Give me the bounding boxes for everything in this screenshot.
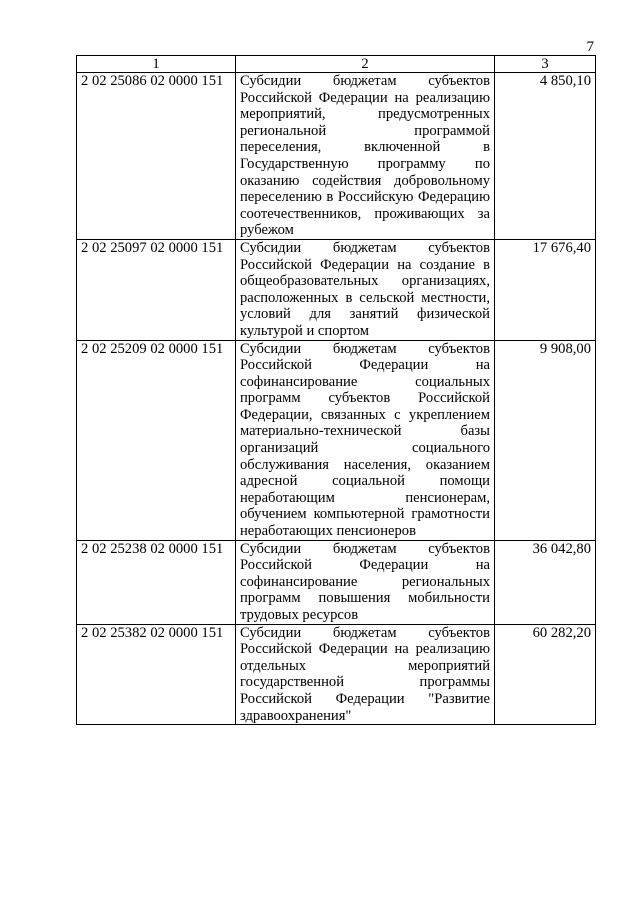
row-code: 2 02 25382 02 0000 151 bbox=[77, 624, 236, 725]
row-amount: 36 042,80 bbox=[495, 540, 596, 624]
row-code: 2 02 25086 02 0000 151 bbox=[77, 73, 236, 240]
row-code: 2 02 25209 02 0000 151 bbox=[77, 340, 236, 540]
column-header-code: 1 bbox=[77, 56, 236, 73]
row-amount: 17 676,40 bbox=[495, 239, 596, 340]
row-name: Субсидии бюджетам субъектов Российской Федерации на софинансирование социальных программ субъектов Российской Федерации, связанных с укреплением материально-технической базы организаций социального обслуживания населения, оказанием адресной социальной помощи неработающим пенсионерам, обучением компьютерной грамотности неработающих пенсионеров bbox=[236, 340, 495, 540]
row-name: Субсидии бюджетам субъектов Российской Федерации на создание в общеобразовательных организациях, расположенных в сельской местности, условий для занятий физической культурой и спортом bbox=[236, 239, 495, 340]
table-header-row bbox=[77, 56, 596, 73]
table-row bbox=[77, 239, 596, 340]
table-row bbox=[77, 73, 596, 240]
row-name: Субсидии бюджетам субъектов Российской Федерации на реализацию мероприятий, предусмотренных региональной программой переселения, включенной в Государственную программу по оказанию содействия добровольному переселению в Российскую Федерацию соотечественников, проживающих за рубежом bbox=[236, 73, 495, 240]
row-name: Субсидии бюджетам субъектов Российской Федерации на реализацию отдельных мероприятий государственной программы Российской Федерации "Развитие здравоохранения" bbox=[236, 624, 495, 725]
column-header-name: 2 bbox=[236, 56, 495, 73]
row-code: 2 02 25097 02 0000 151 bbox=[77, 239, 236, 340]
table-row bbox=[77, 340, 596, 540]
row-code: 2 02 25238 02 0000 151 bbox=[77, 540, 236, 624]
page-number: 7 bbox=[586, 39, 594, 55]
column-header-amount: 3 bbox=[495, 56, 596, 73]
table-row bbox=[77, 540, 596, 624]
table-row bbox=[77, 624, 596, 725]
budget-table bbox=[76, 55, 596, 725]
row-name: Субсидии бюджетам субъектов Российской Федерации на софинансирование региональных программ повышения мобильности трудовых ресурсов bbox=[236, 540, 495, 624]
row-amount: 9 908,00 bbox=[495, 340, 596, 540]
row-amount: 4 850,10 bbox=[495, 73, 596, 240]
row-amount: 60 282,20 bbox=[495, 624, 596, 725]
